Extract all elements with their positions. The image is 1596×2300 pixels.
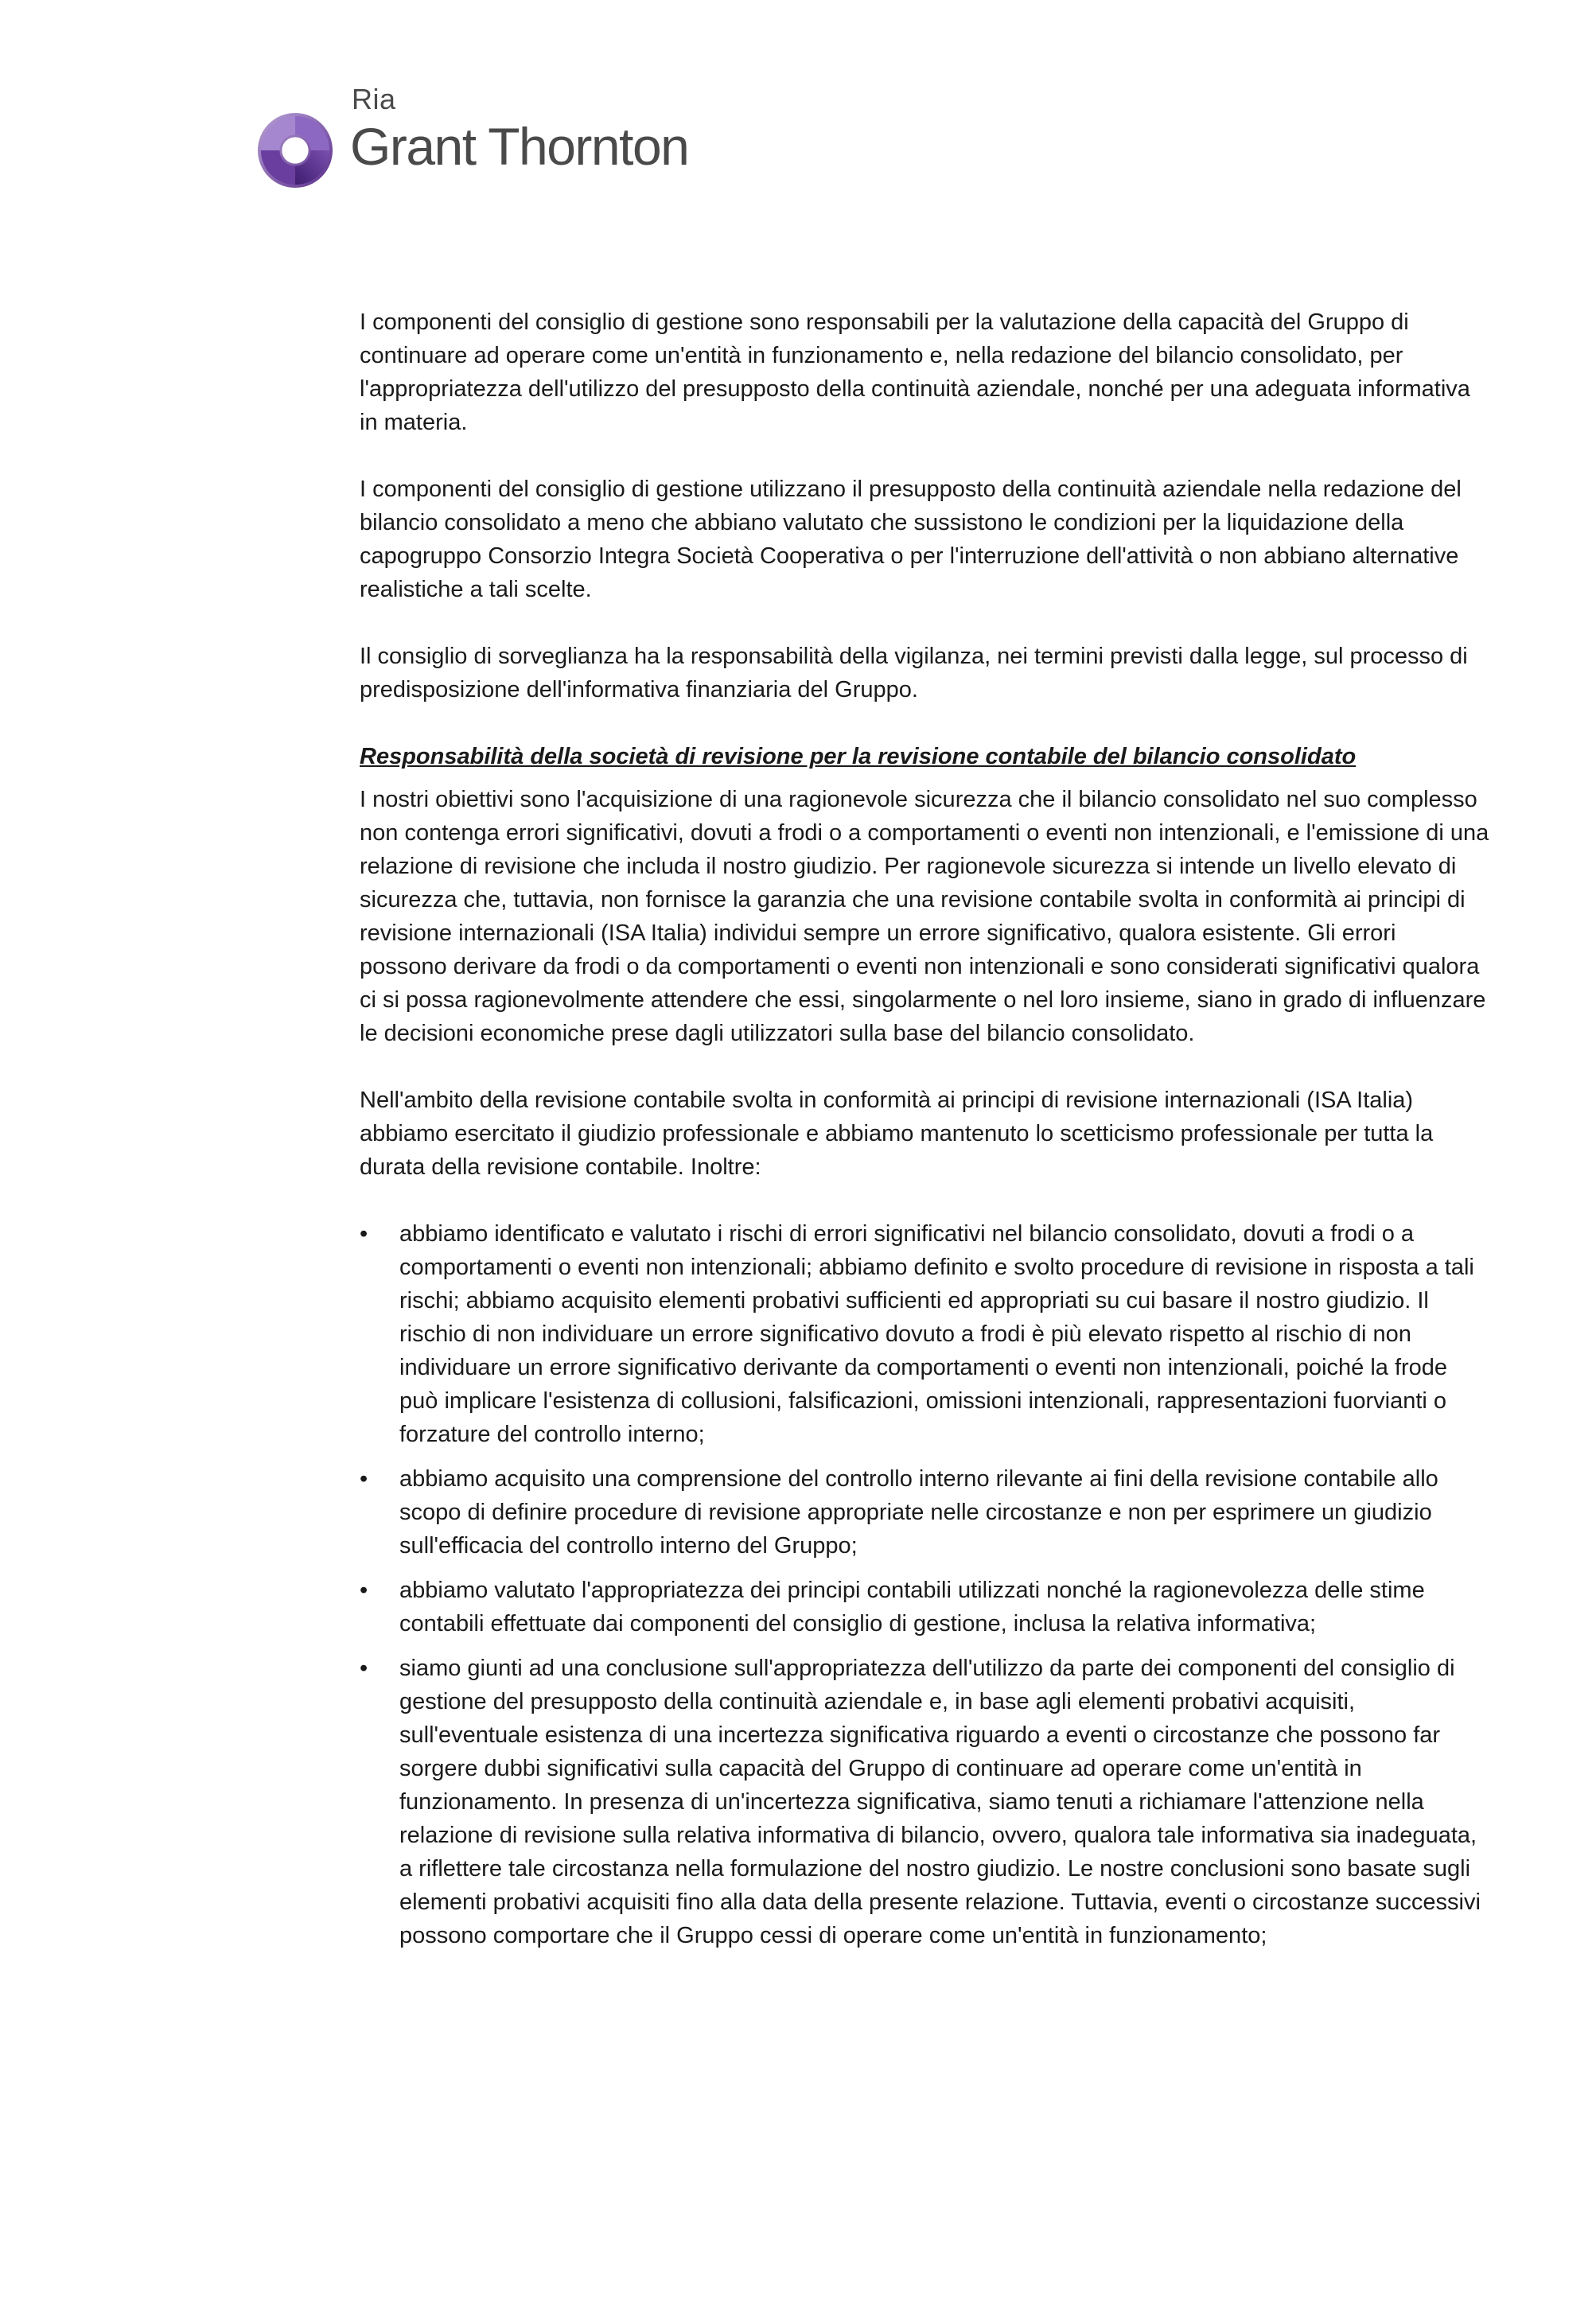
- bullet-icon: •: [360, 1578, 368, 1603]
- grant-thornton-logo-icon: [256, 111, 334, 189]
- section-heading: Responsabilità della società di revisione per la revisione contabile del bilancio consolidato: [360, 744, 1357, 769]
- list-item: [360, 1217, 1489, 1451]
- list-item: [360, 1574, 1489, 1640]
- company-logo: [256, 81, 702, 193]
- paragraph-going-concern-assumption: I componenti del consiglio di gestione utilizzano il presupposto della continuità aziendale nella redazione del bilancio consolidato a meno che abbiano valutato che sussistono le condizioni per la liquidazione della capogruppo Consorzio Integra Società Cooperativa o per l'interruzione dell'attività o non abbiano alternative realistiche a tali scelte.: [360, 477, 1462, 602]
- audit-procedures-list: [360, 1217, 1489, 1952]
- logo-ria-text: Ria: [352, 83, 396, 115]
- report-body: [360, 305, 1489, 1963]
- list-item: [360, 1462, 1489, 1563]
- paragraph-supervisory-board: Il consiglio di sorveglianza ha la responsabilità della vigilanza, nei termini previsti dalla legge, sul processo di predisposizione dell'informativa finanziaria del Gruppo.: [360, 644, 1468, 702]
- logo-company-name: Grant Thornton: [350, 117, 689, 176]
- paragraph-going-concern-responsibility: I componenti del consiglio di gestione sono responsabili per la valutazione della capacità del Gruppo di continuare ad operare come un'entità in funzionamento e, nella redazione del bilancio consolidato, per l'appropriatezza dell'utilizzo del presupposto della continuità aziendale, nonché per una adeguata informativa in materia.: [360, 309, 1470, 435]
- list-item-text: abbiamo valutato l'appropriatezza dei principi contabili utilizzati nonché la ragionevolezza delle stime contabili effettuate dai componenti del consiglio di gestione, inclusa la relativa informativa;: [399, 1578, 1425, 1636]
- bullet-icon: •: [360, 1221, 368, 1247]
- list-item-text: abbiamo acquisito una comprensione del controllo interno rilevante ai fini della revisione contabile allo scopo di definire procedure di revisione appropriate nelle circostanze e non per esprimere un giudizio sull'efficacia del controllo interno del Gruppo;: [399, 1466, 1438, 1559]
- bullet-icon: •: [360, 1656, 368, 1681]
- list-item: [360, 1652, 1489, 1952]
- bullet-icon: •: [360, 1466, 368, 1492]
- list-item-text: abbiamo identificato e valutato i rischi di errori significativi nel bilancio consolidato, dovuti a frodi o a comportamenti o eventi non intenzionali; abbiamo definito e svolto procedure di revisione in risposta a tali rischi; abbiamo acquisito elementi probativi sufficienti ed appropriati su cui basare il nostro giudizio. Il rischio di non individuare un errore significativo dovuto a frodi è più elevato rispetto al rischio di non individuare un errore significativo derivante da comportamenti o eventi non intenzionali, poiché la frode può implicare l'esistenza di collusioni, falsificazioni, omissioni intenzionali, rappresentazioni fuorvianti o forzature del controllo interno;: [399, 1221, 1474, 1447]
- paragraph-professional-judgement: Nell'ambito della revisione contabile svolta in conformità ai principi di revisione internazionali (ISA Italia) abbiamo esercitato il giudizio professionale e abbiamo mantenuto lo scetticismo professionale per tutta la durata della revisione contabile. Inoltre:: [360, 1088, 1434, 1180]
- list-item-text: siamo giunti ad una conclusione sull'appropriatezza dell'utilizzo da parte dei componenti del consiglio di gestione del presupposto della continuità aziendale e, in base agli elementi probativi acquisiti, sull'eventuale esistenza di una incertezza significativa riguardo a eventi o circostanze che possono far sorgere dubbi significativi sulla capacità del Gruppo di continuare ad operare come un'entità in funzionamento. In presenza di un'incertezza significativa, siamo tenuti a richiamare l'attenzione nella relazione di revisione sulla relativa informativa di bilancio, ovvero, qualora tale informativa sia inadeguata, a riflettere tale circostanza nella formulazione del nostro giudizio. Le nostre conclusioni sono basate sugli elementi probativi acquisiti fino alla data della presente relazione. Tuttavia, eventi o circostanze successivi possono comportare che il Gruppo cessi di operare come un'entità in funzionamento;: [399, 1656, 1481, 1948]
- paragraph-audit-objectives: I nostri obiettivi sono l'acquisizione di una ragionevole sicurezza che il bilancio consolidato nel suo complesso non contenga errori significativi, dovuti a frodi o a comportamenti o eventi non intenzionali, e l'emissione di una relazione di revisione che includa il nostro giudizio. Per ragionevole sicurezza si intende un livello elevato di sicurezza che, tuttavia, non fornisce la garanzia che una revisione contabile svolta in conformità ai principi di revisione internazionali (ISA Italia) individui sempre un errore significativo, qualora esistente. Gli errori possono derivare da frodi o da comportamenti o eventi non intenzionali e sono considerati significativi qualora ci si possa ragionevolmente attendere che essi, singolarmente o nel loro insieme, siano in grado di influenzare le decisioni economiche prese dagli utilizzatori sulla base del bilancio consolidato.: [360, 787, 1489, 1046]
